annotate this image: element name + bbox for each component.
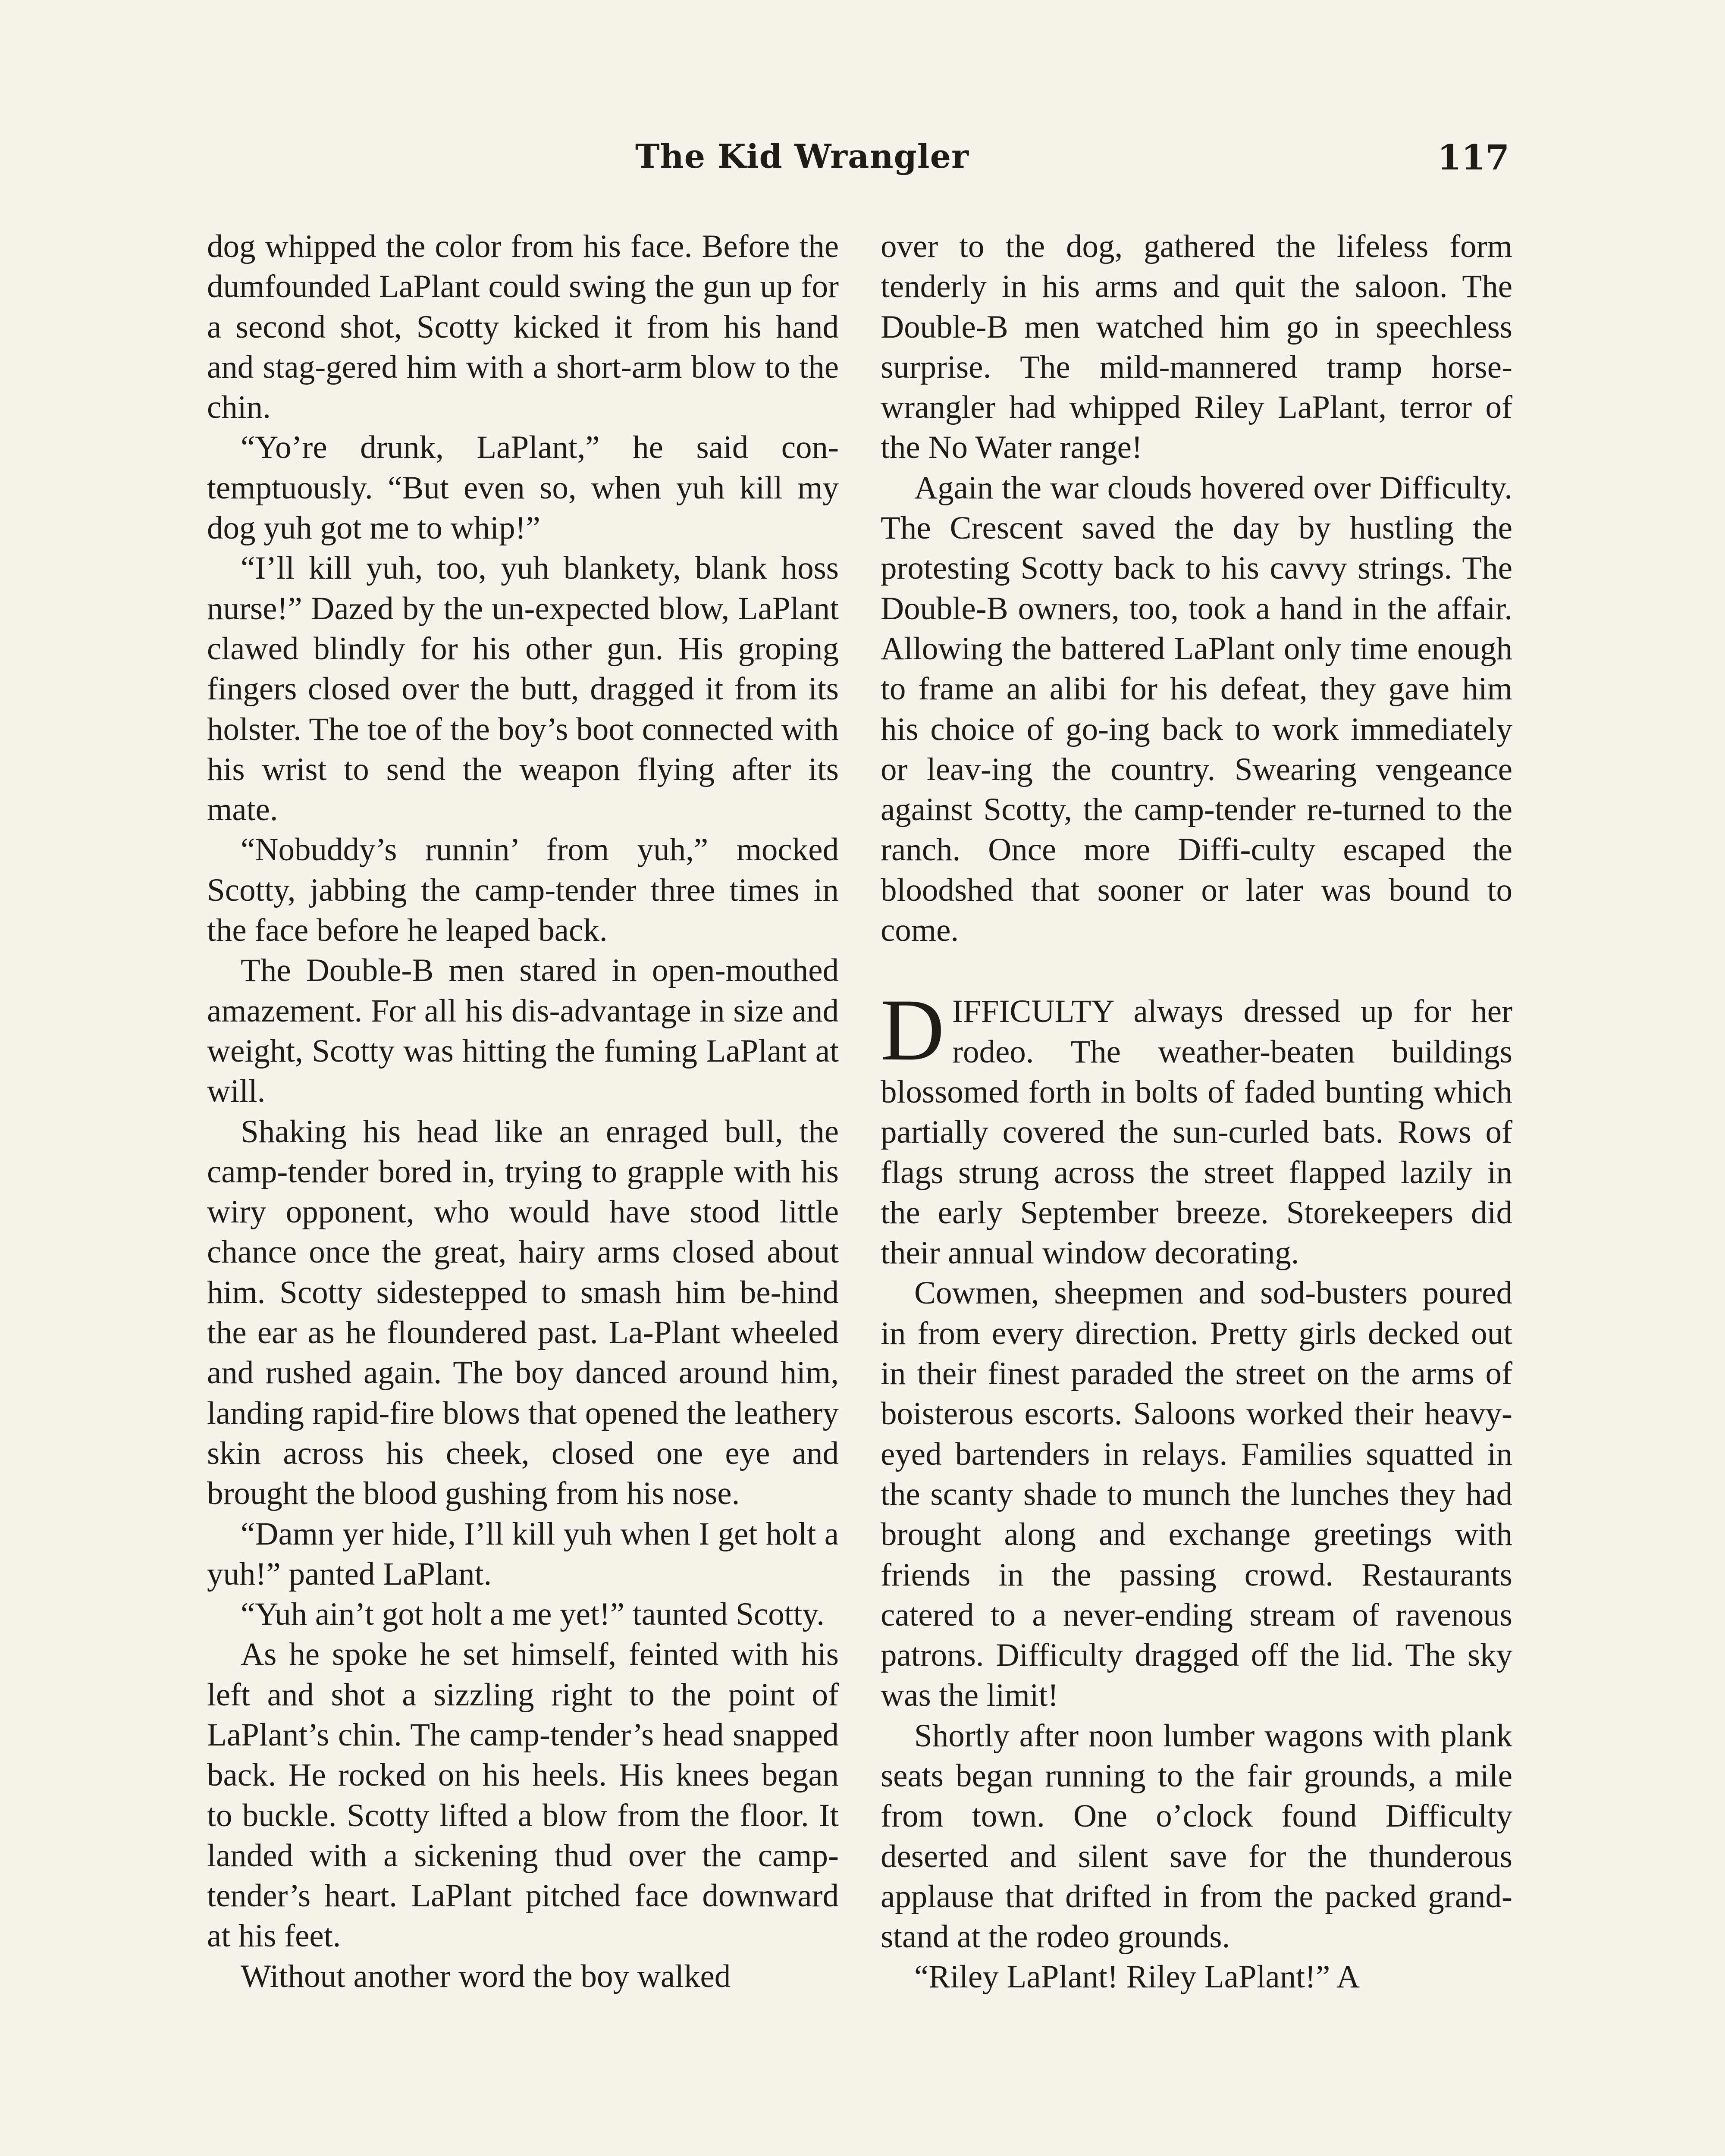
left-column xyxy=(207,226,839,1996)
drop-cap: D xyxy=(881,981,945,1079)
paragraph: dog whipped the color from his face. Before the dumfounded LaPlant could swing the gun up for a second shot, Scotty kicked it from his hand and stag-gered him with a short-arm blow to the chin. xyxy=(207,229,839,426)
paragraph: over to the dog, gathered the lifeless form tenderly in his arms and quit the saloon. The Double-B men watched him go in speechless surprise. The mild-mannered tramp horse-wrangler had whipped Riley LaPlant, terror of the No Water range! xyxy=(881,229,1512,466)
paragraph: Cowmen, sheepmen and sod-busters poured in from every direction. Pretty girls decked out in their finest paraded the street on the arms of boisterous escorts. Saloons worked their heavy-eyed bartenders in relays. Families squatted in the scanty shade to munch the lunches they had brought along and exchange greetings with friends in the passing crowd. Restaurants catered to a never-ending stream of ravenous patrons. Difficulty dragged off the lid. The sky was the limit! xyxy=(881,1275,1512,1714)
section-start-text: IFFICULTY always dressed up for her rodeo. The weather-beaten buildings blossomed forth in bolts of faded bunting which partially covered the sun-curled bats. Rows of flags strung across the street flapped lazily in the early September breeze. Storekeepers did their annual window decorating. xyxy=(881,993,1512,1271)
page-number: 117 xyxy=(1437,137,1509,178)
paragraph: Again the war clouds hovered over Difficulty. The Crescent saved the day by hustling the protesting Scotty back to his cavvy strings. The Double-B owners, too, took a hand in the affair. Allowing the battered LaPlant only time enough to frame an alibi for his defeat, they gave him his choice of go-ing back to work immediately or leav-ing the country. Swearing vengeance against Scotty, the camp-tender re-turned to the ranch. Once more Diffi-culty escaped the bloodshed that sooner or later was bound to come. xyxy=(881,470,1512,949)
section-start-paragraph xyxy=(881,981,1512,1273)
paragraph: The Double-B men stared in open-mouthed amazement. For all his dis-advantage in size and weight, Scotty was hitting the fuming LaPlant at will. xyxy=(207,953,839,1109)
paragraph: “Yuh ain’t got holt a me yet!” taunted Scotty. xyxy=(241,1596,825,1633)
page-header xyxy=(203,137,1509,189)
paragraph: “Damn yer hide, I’ll kill yuh when I get holt a yuh!” panted LaPlant. xyxy=(207,1516,839,1592)
right-column xyxy=(881,226,1512,1997)
running-title: The Kid Wrangler xyxy=(635,137,969,175)
paragraph: “Riley LaPlant! Riley LaPlant!” A xyxy=(914,1959,1360,1995)
paragraph: “I’ll kill yuh, too, yuh blankety, blank hoss nurse!” Dazed by the un-expected blow, LaPlant clawed blindly for his other gun. His groping fingers closed over the butt, dragged it from its holster. The toe of the boy’s boot connected with his wrist to send the weapon flying after its mate. xyxy=(207,550,839,828)
paragraph: Shaking his head like an enraged bull, the camp-tender bored in, trying to grapple with his wiry opponent, who would have stood little chance once the great, hairy arms closed about him. Scotty sidestepped to smash him be-hind the ear as he floundered past. La-Plant wheeled and rushed again. The boy danced around him, landing rapid-fire blows that opened the leathery skin across his cheek, closed one eye and brought the blood gushing from his nose. xyxy=(207,1113,839,1512)
paragraph: “Yo’re drunk, LaPlant,” he said con-temptuously. “But even so, when yuh kill my dog yuh got me to whip!” xyxy=(207,429,839,546)
paragraph: Without another word the boy walked xyxy=(241,1958,731,1994)
paragraph: Shortly after noon lumber wagons with plank seats began running to the fair grounds, a mile from town. One o’clock found Difficulty deserted and silent save for the thunderous applause that drifted in from the packed grand-stand at the rodeo grounds. xyxy=(881,1717,1512,1955)
paragraph: “Nobuddy’s runnin’ from yuh,” mocked Scotty, jabbing the camp-tender three times in the face before he leaped back. xyxy=(207,832,839,949)
paragraph: As he spoke he set himself, feinted with his left and shot a sizzling right to the point of LaPlant’s chin. The camp-tender’s head snapped back. He rocked on his heels. His knees began to buckle. Scotty lifted a blow from the floor. It landed with a sickening thud over the camp-tender’s heart. LaPlant pitched face downward at his feet. xyxy=(207,1636,839,1954)
